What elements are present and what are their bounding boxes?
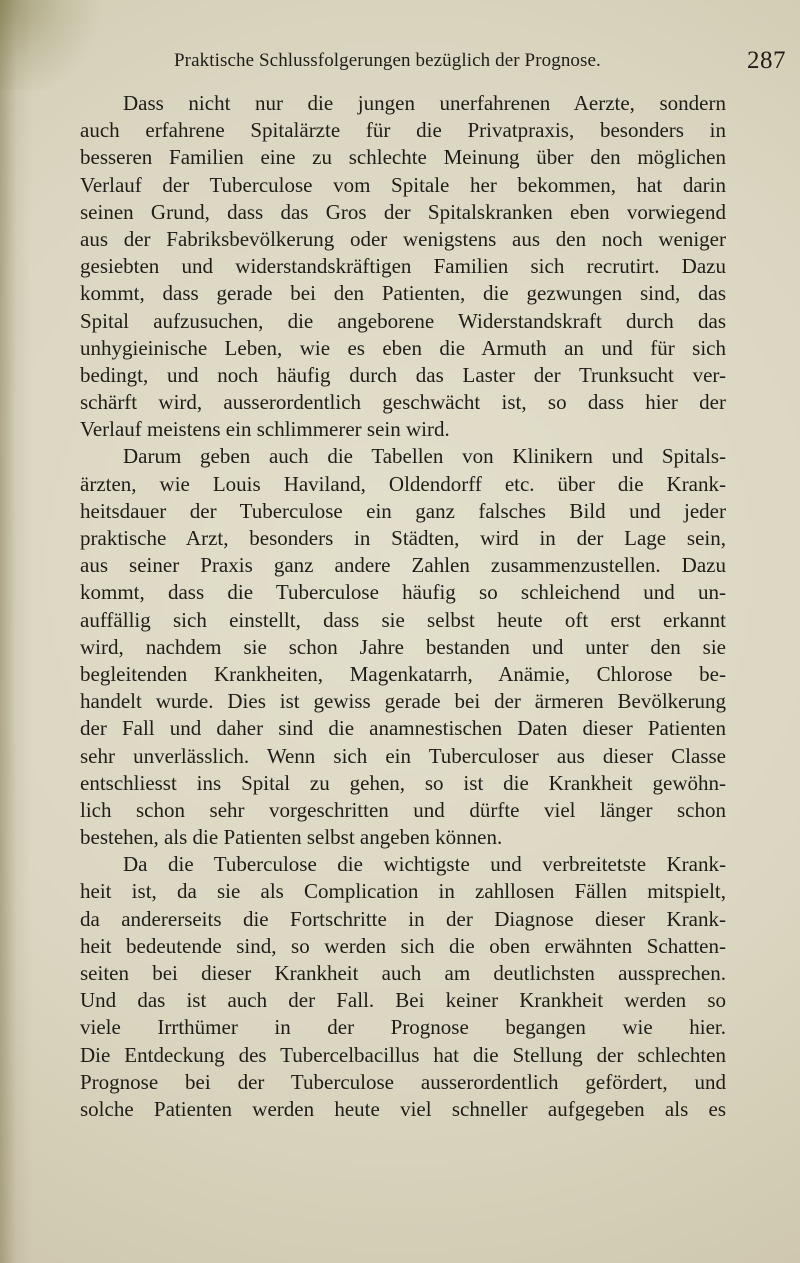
- text-line-12: schärft wird, ausserordentlich geschwächt ist, so dass hier der: [80, 390, 726, 415]
- page-corner-stain: [0, 0, 110, 90]
- text-line-2: auch erfahrene Spitalärzte für die Privatpraxis, besonders in: [80, 118, 726, 143]
- text-line-20: auffällig sich einstellt, dass sie selbst heute oft erst erkannt: [80, 607, 726, 632]
- text-line-16: heitsdauer der Tuberculose ein ganz falsches Bild und jeder: [80, 498, 726, 523]
- page-number: 287: [747, 47, 786, 74]
- text-line-17: praktische Arzt, besonders in Städten, wird in der Lage sein,: [80, 526, 726, 550]
- text-line-13: Verlauf meistens ein schlimmerer sein wird.: [80, 417, 450, 442]
- text-line-15: ärzten, wie Louis Haviland, Oldendorff etc. über die Krank-: [80, 471, 726, 496]
- text-line-37: Prognose bei der Tuberculose ausserordentlich gefördert, und: [80, 1069, 726, 1094]
- text-line-14: Darum geben auch die Tabellen von Klinikern und Spitals-: [123, 444, 726, 469]
- body-text: [80, 90, 726, 1123]
- text-line-24: der Fall und daher sind die anamnestischen Daten dieser Patienten: [80, 716, 726, 741]
- text-line-38: solche Patienten werden heute viel schneller aufgegeben als es: [80, 1096, 726, 1121]
- text-line-11: bedingt, und noch häufig durch das Laster der Trunksucht ver-: [80, 362, 726, 387]
- text-line-1: Dass nicht nur die jungen unerfahrenen Aerzte, sondern: [123, 91, 726, 115]
- text-line-34: Und das ist auch der Fall. Bei keiner Krankheit werden so: [80, 988, 726, 1013]
- text-line-26: entschliesst ins Spital zu gehen, so ist die Krankheit gewöhn-: [80, 770, 726, 795]
- text-line-29: Da die Tuberculose die wichtigste und verbreitetste Krank-: [123, 852, 726, 877]
- text-line-9: Spital aufzusuchen, die angeborene Widerstandskraft durch das: [80, 308, 726, 333]
- text-line-28: bestehen, als die Patienten selbst angeben können.: [80, 825, 503, 850]
- text-line-19: kommt, dass die Tuberculose häufig so schleichend und un-: [80, 580, 726, 605]
- text-line-3: besseren Familien eine zu schlechte Meinung über den möglichen: [80, 145, 726, 170]
- text-line-35: viele Irrthümer in der Prognose begangen wie hier.: [80, 1015, 726, 1040]
- text-line-8: kommt, dass gerade bei den Patienten, die gezwungen sind, das: [80, 281, 726, 306]
- text-line-4: Verlauf der Tuberculose vom Spitale her bekommen, hat darin: [80, 172, 726, 197]
- page-edge-shadow: [0, 0, 32, 1263]
- text-line-18: aus seiner Praxis ganz andere Zahlen zusammenzustellen. Dazu: [80, 553, 726, 578]
- text-line-31: da andererseits die Fortschritte in der Diagnose dieser Krank-: [80, 906, 726, 931]
- text-line-25: sehr unverlässlich. Wenn sich ein Tuberculoser aus dieser Classe: [80, 743, 726, 768]
- text-line-27: lich schon sehr vorgeschritten und dürfte viel länger schon: [80, 797, 726, 822]
- text-line-36: Die Entdeckung des Tubercelbacillus hat die Stellung der schlechten: [80, 1042, 726, 1067]
- text-line-10: unhygieinische Leben, wie es eben die Armuth an und für sich: [80, 335, 726, 360]
- page-header: [174, 47, 786, 80]
- text-line-7: gesiebten und widerstandskräftigen Familien sich recrutirt. Dazu: [80, 254, 726, 279]
- text-line-6: aus der Fabriksbevölkerung oder wenigstens aus den noch weniger: [80, 226, 726, 251]
- text-line-32: heit bedeutende sind, so werden sich die oben erwähnten Schatten-: [80, 933, 726, 958]
- text-line-21: wird, nachdem sie schon Jahre bestanden und unter den sie: [80, 634, 726, 659]
- text-line-33: seiten bei dieser Krankheit auch am deutlichsten aussprechen.: [80, 961, 726, 985]
- text-line-30: heit ist, da sie als Complication in zahllosen Fällen mitspielt,: [80, 879, 726, 904]
- text-line-22: begleitenden Krankheiten, Magenkatarrh, Anämie, Chlorose be-: [80, 661, 726, 686]
- running-head: Praktische Schlussfolgerungen bezüglich der Prognose.: [174, 50, 601, 71]
- text-line-23: handelt wurde. Dies ist gewiss gerade bei der ärmeren Bevölkerung: [80, 689, 726, 714]
- text-line-5: seinen Grund, dass das Gros der Spitalskranken eben vorwiegend: [80, 199, 726, 224]
